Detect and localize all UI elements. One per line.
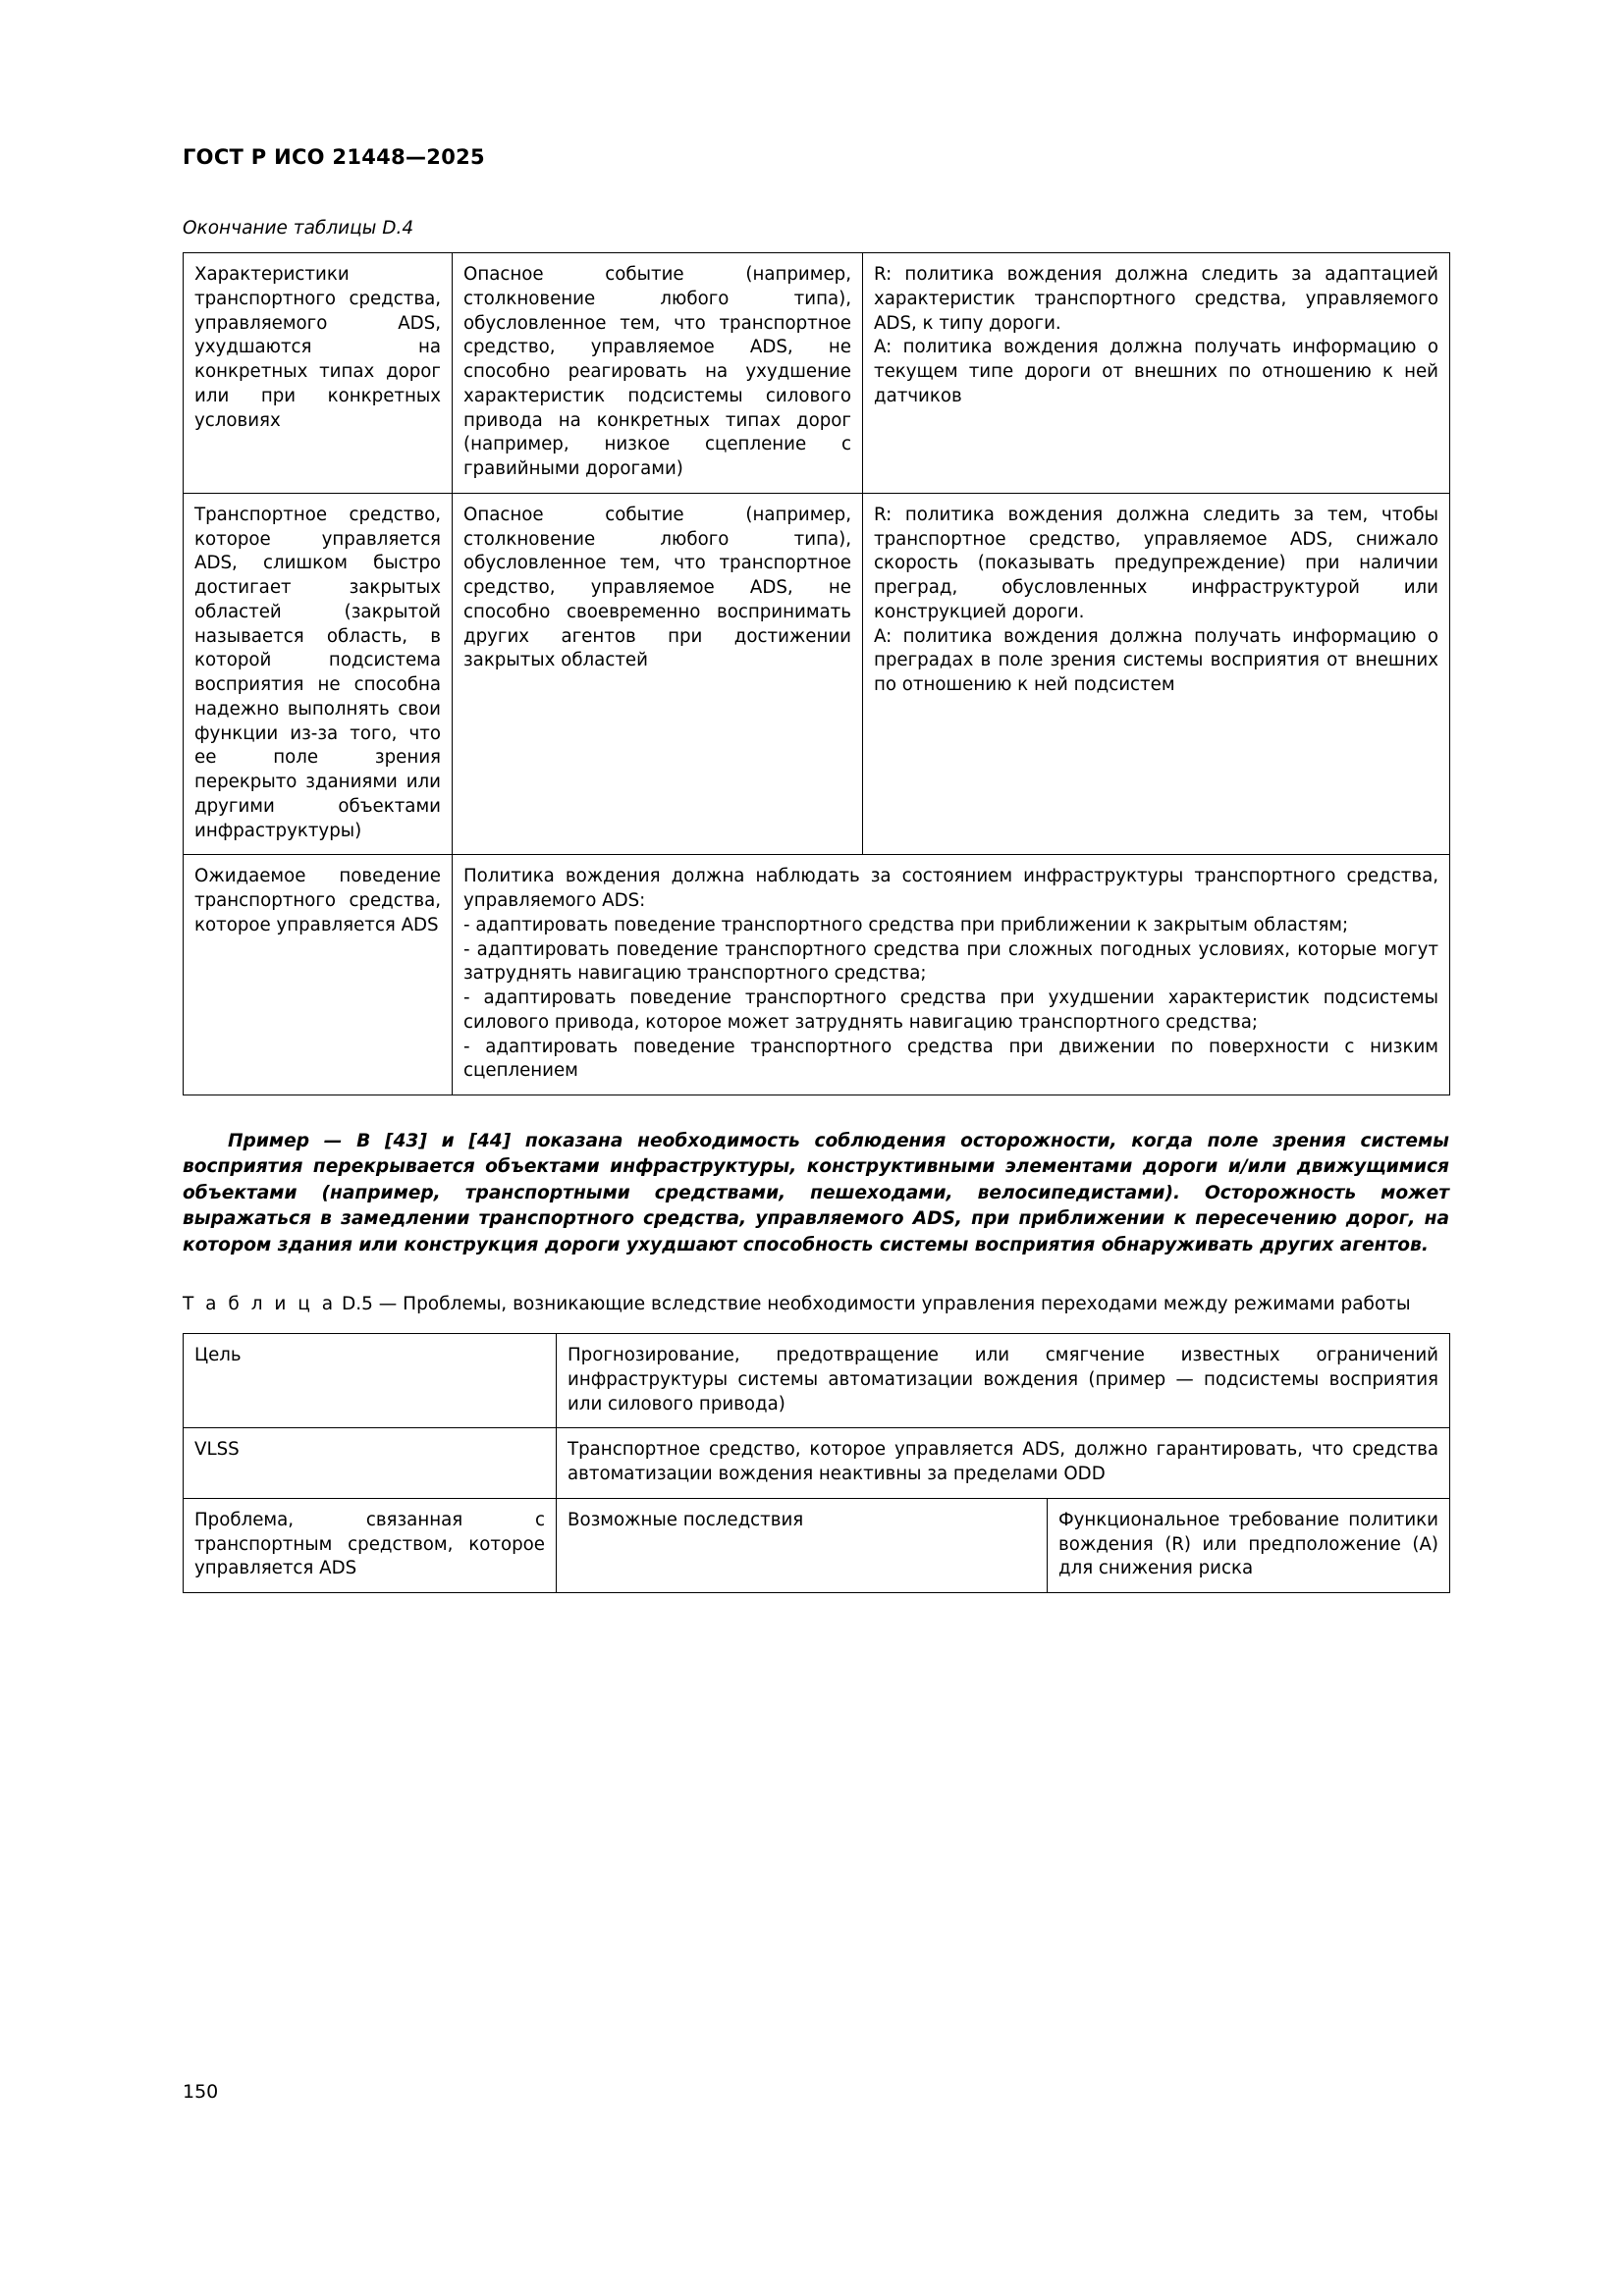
cell-goal-value: Прогнозирование, предотвращение или смягчение известных ограничений инфраструктуры системы автоматизации вождения (пример — подсистемы восприятия или силового привода) (557, 1334, 1450, 1428)
requirement-r: R: политика вождения должна следить за тем, чтобы транспортное средство, управляемое ADS, снижало скорость (показывать предупреждение) при наличии преград, обусловленных инфраструктурой или конструкцией дороги. (874, 504, 1438, 622)
behaviour-bullet: - адаптировать поведение транспортного средства при приближении к закрытым областям; (463, 914, 1349, 935)
requirement-r: R: политика вождения должна следить за адаптацией характеристик транспортного средства, управляемого ADS, к типу дороги. (874, 264, 1438, 334)
behaviour-intro: Политика вождения должна наблюдать за состоянием инфраструктуры транспортного средства, управляемого ADS: (463, 866, 1438, 911)
behaviour-bullet: - адаптировать поведение транспортного средства при сложных погодных условиях, которые могут затруднять навигацию транспортного средства; (463, 938, 1438, 985)
table-d5-title-label: Т а б л и ц а (183, 1293, 337, 1314)
table-d4 (183, 252, 1450, 1095)
cell-requirement (863, 493, 1450, 855)
table-row (184, 1334, 1450, 1428)
table-header-row (184, 1498, 1450, 1592)
table-d5-wrapper (183, 1333, 1449, 1593)
requirement-a: A: политика вождения должна получать информацию о преградах в поле зрения системы восприятия от внешних по отношению к ней подсистем (874, 625, 1438, 695)
cell-problem: Характеристики транспортного средства, управляемого ADS, ухудшаются на конкретных типах дорог или при конкретных условиях (184, 253, 453, 494)
cell-expected-behaviour-body (453, 855, 1450, 1095)
table-row (184, 493, 1450, 855)
page-content (183, 218, 1449, 1593)
cell-vlss-value: Транспортное средство, которое управляется ADS, должно гарантировать, что средства автоматизации вождения неактивны за пределами ODD (557, 1428, 1450, 1499)
table-d5 (183, 1333, 1450, 1593)
example-paragraph: Пример — В [43] и [44] показана необходимость соблюдения осторожности, когда поле зрения системы восприятия перекрывается объектами инфраструктуры, конструктивными элементами дороги и/или движущимися объектами (например, транспортными средствами, пешеходами, велосипедистами). Осторожность может выражаться в замедлении транспортного средства, управляемого ADS, при приближении к пересечению дорог, на котором здания или конструкция дороги ухудшают способность системы восприятия обнаруживать других агентов. (183, 1131, 1449, 1255)
cell-consequence: Опасное событие (например, столкновение любого типа), обусловленное тем, что транспортное средство, управляемое ADS, не способно своевременно воспринимать других агентов при достижении закрытых областей (453, 493, 863, 855)
behaviour-bullet: - адаптировать поведение транспортного средства при ухудшении характеристик подсистемы силового привода, которое может затруднять навигацию транспортного средства; (463, 988, 1438, 1033)
cell-goal-label: Цель (184, 1334, 557, 1428)
table-d5-title-text: D.5 — Проблемы, возникающие вследствие необходимости управления переходами между режимами работы (342, 1293, 1411, 1314)
behaviour-bullet: - адаптировать поведение транспортного средства при движении по поверхности с низким сцеплением (463, 1036, 1438, 1082)
table-row (184, 253, 1450, 494)
requirement-a: A: политика вождения должна получать информацию о текущем типе дороги от внешних по отношению к ней датчиков (874, 337, 1438, 406)
cell-requirement (863, 253, 1450, 494)
header-cell-requirement: Функциональное требование политики вождения (R) или предположение (А) для снижения риска (1048, 1498, 1450, 1592)
page-header: ГОСТ Р ИСО 21448—2025 (183, 145, 485, 169)
page-number: 150 (183, 2081, 219, 2103)
header-cell-consequences: Возможные последствия (557, 1498, 1048, 1592)
table-d5-title (183, 1292, 1449, 1317)
cell-vlss-label: VLSS (184, 1428, 557, 1499)
table-d4-caption: Окончание таблицы D.4 (183, 218, 414, 239)
cell-expected-behaviour-label: Ожидаемое поведение транспортного средства, которое управляется ADS (184, 855, 453, 1095)
table-row-expected-behaviour (184, 855, 1450, 1095)
cell-consequence: Опасное событие (например, столкновение любого типа), обусловленное тем, что транспортное средство, управляемое ADS, не способно реагировать на ухудшение характеристик подсистемы силового привода на конкретных типах дорог (например, низкое сцепление с гравийными дорогами) (453, 253, 863, 494)
header-cell-problem: Проблема, связанная с транспортным средством, которое управляется ADS (184, 1498, 557, 1592)
table-row (184, 1428, 1450, 1499)
cell-problem: Транспортное средство, которое управляется ADS, слишком быстро достигает закрытых областей (закрытой называется область, в которой подсистема восприятия не способна надежно выполнять свои функции из-за того, что ее поле зрения перекрыто зданиями или другими объектами инфраструктуры) (184, 493, 453, 855)
